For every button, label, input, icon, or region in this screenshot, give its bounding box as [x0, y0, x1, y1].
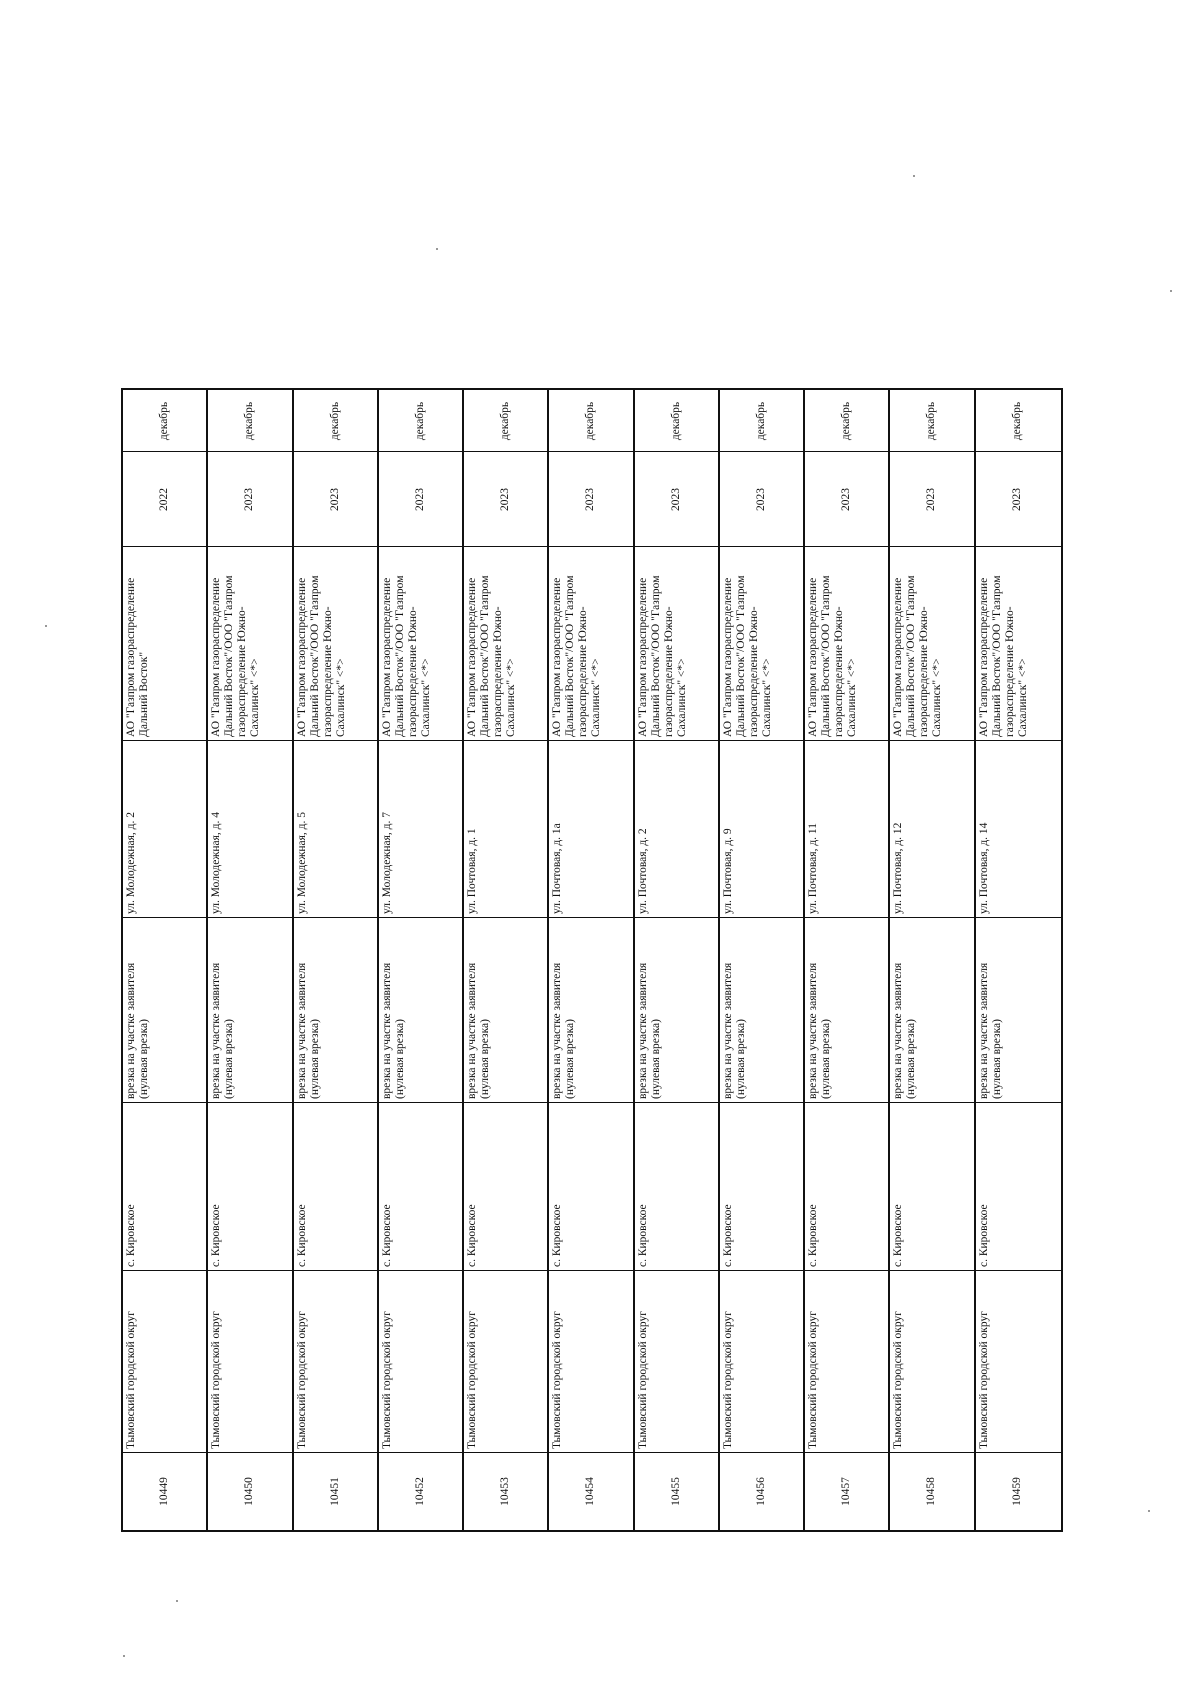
year-cell	[208, 452, 291, 547]
address-cell	[890, 741, 973, 918]
operator-cell-text: АО "Газпром газораспределение Дальний Восток"/ООО "Газпром газораспределение Южно-Сахалинск" <*>	[551, 575, 603, 737]
table-row	[635, 390, 720, 1530]
operator-cell-text: АО "Газпром газораспределение Дальний Восток"/ООО "Газпром газораспределение Южно-Сахалинск" <*>	[807, 575, 859, 737]
month-cell-text: декабрь	[925, 401, 938, 441]
district-cell-text: Тымовский городской округ	[125, 1311, 137, 1449]
number-cell	[720, 1453, 803, 1530]
locality-cell-text: с. Кировское	[466, 1204, 479, 1267]
operator-cell	[123, 547, 206, 741]
operator-cell-text: АО "Газпром газораспределение Дальний Восток"/ООО "Газпром газораспределение Южно-Сахалинск" <*>	[977, 575, 1029, 737]
table-row	[294, 390, 379, 1530]
number-cell-text: 10457	[840, 1477, 853, 1506]
number-cell-text: 10459	[1010, 1477, 1023, 1506]
month-cell	[805, 390, 888, 452]
connection-cell-text: врезка на участке заявителя (нулевая врезка)	[380, 962, 406, 1099]
scan-speck	[436, 248, 438, 250]
locality-cell	[720, 1103, 803, 1271]
table-row	[208, 390, 293, 1530]
operator-cell	[720, 547, 803, 741]
district-cell	[549, 1271, 632, 1453]
district-cell-text: Тымовский городской округ	[380, 1311, 393, 1449]
connection-cell	[464, 918, 547, 1103]
month-cell	[294, 390, 377, 452]
year-cell-text: 2023	[669, 488, 682, 511]
locality-cell-text: с. Кировское	[380, 1204, 393, 1267]
address-cell	[805, 741, 888, 918]
year-cell-text: 2023	[243, 488, 256, 511]
locality-cell-text: с. Кировское	[295, 1204, 308, 1267]
operator-cell	[294, 547, 377, 741]
number-cell	[805, 1453, 888, 1530]
district-cell	[720, 1271, 803, 1453]
month-cell	[379, 390, 462, 452]
month-cell	[208, 390, 291, 452]
scan-speck	[1148, 1510, 1150, 1512]
locality-cell	[976, 1103, 1061, 1271]
address-cell-text: ул. Почтовая, д. 2	[636, 828, 649, 914]
connection-cell-text: врезка на участке заявителя (нулевая врезка)	[466, 962, 492, 1099]
address-cell-text: ул. Почтовая, д. 11	[807, 823, 820, 914]
year-cell	[464, 452, 547, 547]
operator-cell-text: АО "Газпром газораспределение Дальний Восток"/ООО "Газпром газораспределение Южно-Сахалинск" <*>	[721, 575, 773, 737]
number-cell-text: 10455	[669, 1477, 682, 1506]
locality-cell	[635, 1103, 718, 1271]
address-cell	[294, 741, 377, 918]
operator-cell-text: АО "Газпром газораспределение Дальний Восток"/ООО "Газпром газораспределение Южно-Сахалинск" <*>	[892, 575, 944, 737]
table-row	[976, 390, 1061, 1530]
connection-cell-text: врезка на участке заявителя (нулевая врезка)	[125, 962, 150, 1099]
district-cell	[890, 1271, 973, 1453]
address-cell-text: ул. Почтовая, д. 14	[977, 822, 990, 914]
operator-cell-text: АО "Газпром газораспределение Дальний Восток"/ООО "Газпром газораспределение Южно-Сахалинск" <*>	[295, 575, 347, 737]
address-cell-text: ул. Почтовая, д. 1а	[551, 823, 564, 914]
address-cell-text: ул. Молодежная, д. 4	[210, 812, 223, 914]
operator-cell	[464, 547, 547, 741]
district-cell-text: Тымовский городской округ	[295, 1311, 308, 1449]
address-cell-text: ул. Молодежная, д. 2	[125, 812, 137, 914]
connection-cell	[890, 918, 973, 1103]
locality-cell	[464, 1103, 547, 1271]
address-cell	[635, 741, 718, 918]
month-cell-text: декабрь	[158, 401, 171, 441]
district-cell	[123, 1271, 206, 1453]
table-row	[549, 390, 634, 1530]
number-cell-text: 10458	[925, 1477, 938, 1506]
operator-cell-text: АО "Газпром газораспределение Дальний Восток"/ООО "Газпром газораспределение Южно-Сахалинск" <*>	[466, 575, 518, 737]
district-cell-text: Тымовский городской округ	[466, 1311, 479, 1449]
year-cell-text: 2023	[1010, 488, 1023, 511]
connection-cell	[805, 918, 888, 1103]
month-cell-text: декабрь	[243, 401, 256, 441]
connection-cell	[635, 918, 718, 1103]
address-cell-text: ул. Молодежная, д. 5	[295, 812, 308, 914]
district-cell	[635, 1271, 718, 1453]
number-cell	[464, 1453, 547, 1530]
year-cell	[720, 452, 803, 547]
district-cell	[805, 1271, 888, 1453]
number-cell-text: 10452	[413, 1477, 426, 1506]
number-cell	[294, 1453, 377, 1530]
month-cell-text: декабрь	[669, 401, 682, 441]
locality-cell-text: с. Кировское	[721, 1204, 734, 1267]
table-row	[720, 390, 805, 1530]
month-cell-text: декабрь	[499, 401, 512, 441]
district-cell-text: Тымовский городской округ	[636, 1311, 649, 1449]
scan-speck	[913, 175, 915, 177]
year-cell-text: 2023	[840, 488, 853, 511]
month-cell	[720, 390, 803, 452]
year-cell	[890, 452, 973, 547]
locality-cell-text: с. Кировское	[210, 1204, 223, 1267]
address-cell	[123, 741, 206, 918]
address-cell-text: ул. Почтовая, д. 12	[892, 822, 905, 914]
number-cell	[379, 1453, 462, 1530]
district-cell-text: Тымовский городской округ	[977, 1311, 990, 1449]
scan-speck	[123, 1655, 125, 1657]
connection-cell	[123, 918, 206, 1103]
month-cell	[635, 390, 718, 452]
number-cell	[635, 1453, 718, 1530]
district-cell-text: Тымовский городской округ	[892, 1311, 905, 1449]
locality-cell	[379, 1103, 462, 1271]
locality-cell	[890, 1103, 973, 1271]
table-row	[464, 390, 549, 1530]
number-cell	[890, 1453, 973, 1530]
month-cell	[464, 390, 547, 452]
number-cell-text: 10454	[584, 1477, 597, 1506]
year-cell	[635, 452, 718, 547]
operator-cell	[635, 547, 718, 741]
locality-cell-text: с. Кировское	[125, 1204, 137, 1267]
year-cell-text: 2023	[499, 488, 512, 511]
address-cell	[720, 741, 803, 918]
address-cell-text: ул. Молодежная, д. 7	[380, 812, 393, 914]
locality-cell-text: с. Кировское	[977, 1204, 990, 1267]
district-cell	[294, 1271, 377, 1453]
connection-cell	[976, 918, 1061, 1103]
year-cell	[379, 452, 462, 547]
connection-cell-text: врезка на участке заявителя (нулевая врезка)	[977, 962, 1003, 1099]
connection-cell-text: врезка на участке заявителя (нулевая врезка)	[551, 962, 577, 1099]
connection-cell	[208, 918, 291, 1103]
operator-cell	[805, 547, 888, 741]
operator-cell	[890, 547, 973, 741]
connection-cell	[549, 918, 632, 1103]
connection-cell-text: врезка на участке заявителя (нулевая врезка)	[636, 962, 662, 1099]
year-cell-text: 2023	[584, 488, 597, 511]
number-cell-text: 10453	[499, 1477, 512, 1506]
year-cell	[976, 452, 1061, 547]
connection-cell	[294, 918, 377, 1103]
connection-cell-text: врезка на участке заявителя (нулевая врезка)	[210, 962, 236, 1099]
district-cell	[379, 1271, 462, 1453]
operator-cell-text: АО "Газпром газораспределение Дальний Восток"/ООО "Газпром газораспределение Южно-Сахалинск" <*>	[380, 575, 432, 737]
number-cell	[976, 1453, 1061, 1530]
locality-cell	[123, 1103, 206, 1271]
scan-speck	[1170, 290, 1172, 292]
district-cell-text: Тымовский городской округ	[807, 1311, 820, 1449]
table-row	[123, 390, 208, 1530]
address-cell-text: ул. Почтовая, д. 9	[721, 828, 734, 914]
year-cell-text: 2023	[328, 488, 341, 511]
year-cell-text: 2023	[925, 488, 938, 511]
locality-cell	[805, 1103, 888, 1271]
district-cell-text: Тымовский городской округ	[551, 1311, 564, 1449]
year-cell	[123, 452, 206, 547]
locality-cell-text: с. Кировское	[807, 1204, 820, 1267]
month-cell	[549, 390, 632, 452]
district-cell	[976, 1271, 1061, 1453]
year-cell	[805, 452, 888, 547]
month-cell	[976, 390, 1061, 452]
address-cell	[976, 741, 1061, 918]
number-cell-text: 10451	[328, 1477, 341, 1506]
month-cell-text: декабрь	[755, 401, 768, 441]
number-cell	[208, 1453, 291, 1530]
operator-cell-text: АО "Газпром газораспределение Дальний Восток"	[125, 577, 150, 737]
year-cell	[549, 452, 632, 547]
connection-cell-text: врезка на участке заявителя (нулевая врезка)	[807, 962, 833, 1099]
operator-cell	[379, 547, 462, 741]
locality-cell	[208, 1103, 291, 1271]
operator-cell-text: АО "Газпром газораспределение Дальний Восток"/ООО "Газпром газораспределение Южно-Сахалинск" <*>	[210, 575, 262, 737]
year-cell	[294, 452, 377, 547]
month-cell	[123, 390, 206, 452]
locality-cell-text: с. Кировское	[636, 1204, 649, 1267]
locality-cell	[294, 1103, 377, 1271]
year-cell-text: 2022	[158, 488, 171, 511]
number-cell-text: 10449	[158, 1477, 171, 1506]
operator-cell	[208, 547, 291, 741]
locality-cell-text: с. Кировское	[892, 1204, 905, 1267]
connection-cell	[379, 918, 462, 1103]
number-cell-text: 10450	[243, 1477, 256, 1506]
month-cell-text: декабрь	[584, 401, 597, 441]
address-cell	[208, 741, 291, 918]
locality-cell-text: с. Кировское	[551, 1204, 564, 1267]
year-cell-text: 2023	[413, 488, 426, 511]
district-cell	[208, 1271, 291, 1453]
connection-cell-text: врезка на участке заявителя (нулевая врезка)	[295, 962, 321, 1099]
address-cell-text: ул. Почтовая, д. 1	[466, 828, 479, 914]
month-cell	[890, 390, 973, 452]
address-cell	[549, 741, 632, 918]
number-cell	[123, 1453, 206, 1530]
address-cell	[464, 741, 547, 918]
table-row	[379, 390, 464, 1530]
locality-cell	[549, 1103, 632, 1271]
number-cell-text: 10456	[755, 1477, 768, 1506]
year-cell-text: 2023	[755, 488, 768, 511]
address-cell	[379, 741, 462, 918]
number-cell	[549, 1453, 632, 1530]
district-cell-text: Тымовский городской округ	[721, 1311, 734, 1449]
connection-cell	[720, 918, 803, 1103]
month-cell-text: декабрь	[328, 401, 341, 441]
scan-speck	[45, 625, 47, 627]
scan-speck	[176, 1600, 178, 1602]
month-cell-text: декабрь	[840, 401, 853, 441]
operator-cell	[976, 547, 1061, 741]
operator-cell	[549, 547, 632, 741]
district-cell	[464, 1271, 547, 1453]
table-row	[890, 390, 975, 1530]
month-cell-text: декабрь	[1010, 401, 1023, 441]
connection-cell-text: врезка на участке заявителя (нулевая врезка)	[721, 962, 747, 1099]
gasification-table	[121, 388, 1063, 1532]
table-row	[805, 390, 890, 1530]
connection-cell-text: врезка на участке заявителя (нулевая врезка)	[892, 962, 918, 1099]
district-cell-text: Тымовский городской округ	[210, 1311, 223, 1449]
operator-cell-text: АО "Газпром газораспределение Дальний Восток"/ООО "Газпром газораспределение Южно-Сахалинск" <*>	[636, 575, 688, 737]
month-cell-text: декабрь	[413, 401, 426, 441]
